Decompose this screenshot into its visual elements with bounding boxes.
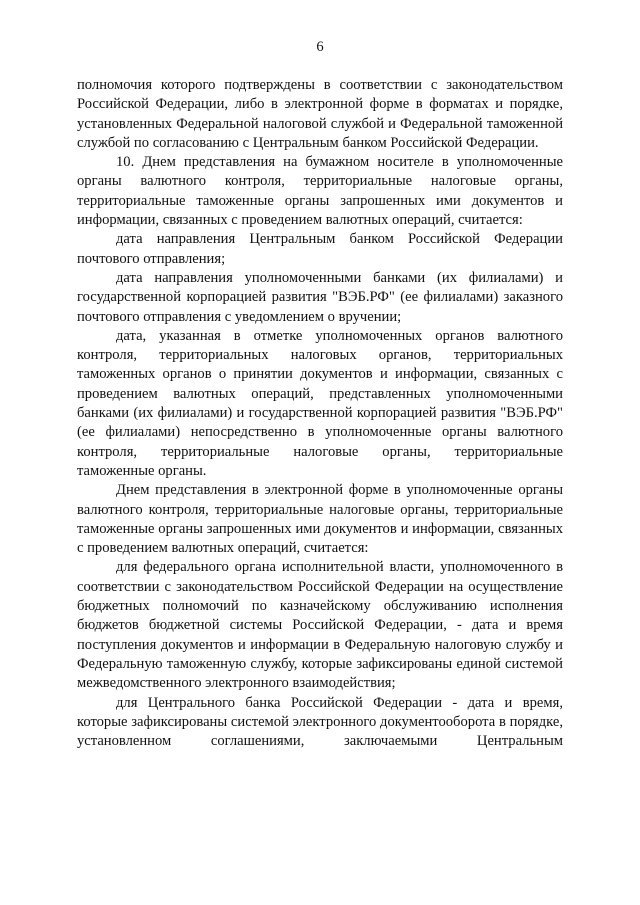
paragraph-central-bank-mail-date: дата направления Центральным банком Российской Федерации почтового отправления; [77,231,563,267]
paragraph-banks-mail-date: дата направления уполномоченными банками (их филиалами) и государственной корпорацией развития "ВЭБ.РФ" (ее филиалами) заказного почтового отправления с уведомлением о вручении; [77,269,563,325]
paragraph-federal-treasury: для федерального органа исполнительной власти, уполномоченного в соответствии с законодательством Российской Федерации на осуществление бюджетных полномочий по казначейскому обслуживанию исполнения бюджетов бюджетной системы Российской Федерации, - дата и время поступления документов и информации в Федеральную налоговую службу и Федеральную таможенную службу, которые зафиксированы единой системой межведомственного электронного взаимодействия; [77,559,563,692]
paragraph-electronic-submission: Днем представления в электронной форме в уполномоченные органы валютного контроля, территориальные налоговые органы, территориальные таможенные органы запрошенных ими документов и информации, связанных с проведением валютных операций, считается: [77,482,563,557]
page-number: 6 [316,39,324,55]
paragraph-central-bank-edo: для Центрального банка Российской Федерации - дата и время, которые зафиксированы системой электронного документооборота в порядке, установленном соглашениями, заключаемыми Центральным [77,694,563,750]
paragraph-continuation: полномочия которого подтверждены в соответствии с законодательством Российской Федерации, либо в электронной форме в форматах и порядке, установленных Федеральной налоговой службой и Федеральной таможенной службой по согласованию с Центральным банком Российской Федерации. [77,77,563,151]
document-body [77,76,563,751]
paragraph-acceptance-mark-date: дата, указанная в отметке уполномоченных органов валютного контроля, территориальных налоговых органов, территориальных таможенных органов о принятии документов и информации, связанных с проведением валютных операций, представленных уполномоченными банками (их филиалами) и государственной корпорацией развития "ВЭБ.РФ" (ее филиалами) непосредственно в уполномоченные органы валютного контроля, территориальные налоговые органы, территориальные таможенные органы. [77,327,563,479]
paragraph-item-10: 10. Днем представления на бумажном носителе в уполномоченные органы валютного контроля, территориальные налоговые органы, территориальные таможенные органы запрошенных ими документов и информации, связанных с проведением валютных операций, считается: [77,154,563,229]
